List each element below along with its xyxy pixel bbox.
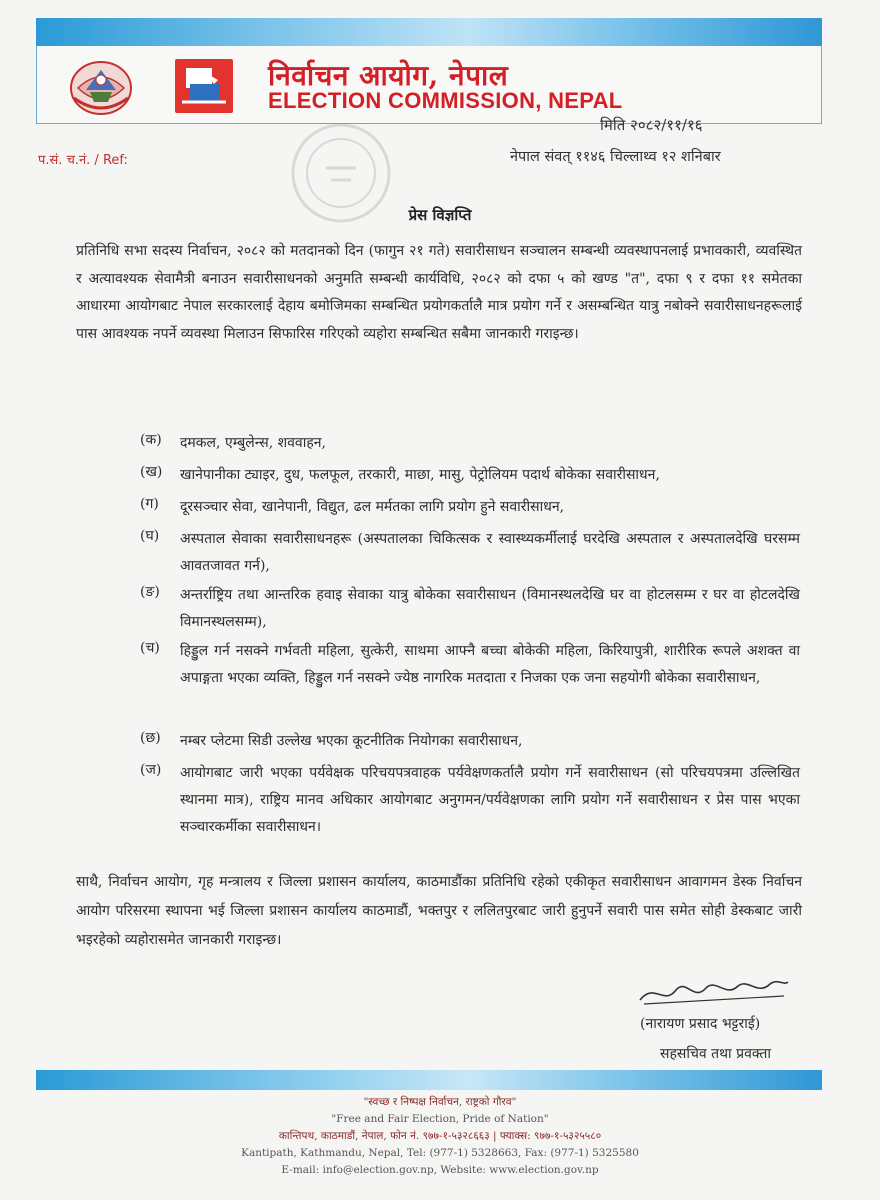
list-item-marker: (ख)	[140, 464, 163, 480]
list-item-marker: (ग)	[140, 496, 159, 512]
list-item-text: आयोगबाट जारी भएका पर्यवेक्षक परिचयपत्रवाहक पर्यवेक्षणकर्तालै प्रयोग गर्ने सवारीसाधन (सो परिचयपत्रमा उल्लिखित स्थानमा मात्र), राष्ट्रिय मानव अधिकार आयोगबाट अनुगमन/पर्यवेक्षणका लागि प्रयोग गर्ने सवारीसाधन र प्रेस पास भएका सञ्चारकर्मीका सवारीसाधन।	[180, 765, 800, 835]
signatory-name: (नारायण प्रसाद भट्टराई)	[640, 1016, 761, 1032]
list-item-text: हिड्डुल गर्न नसक्ने गर्भवती महिला, सुत्केरी, साथमा आफ्नै बच्चा बोकेकी महिला, किरियापुत्री, शारीरिक रूपले अशक्त वा अपाङ्गता भएका व्यक्ति, हिड्डुल गर्न नसक्ने ज्येष्ठ नागरिक मतदाता र निजका एक जना सहयोगी बोकेका सवारीसाधन,	[180, 643, 800, 686]
nepal-emblem-icon	[66, 58, 136, 116]
footer-address-english: Kantipath, Kathmandu, Nepal, Tel: (977-1) 5328663, Fax: (977-1) 5325580	[241, 1147, 639, 1159]
footer-motto-nepali: "स्वच्छ र निष्पक्ष निर्वाचन, राष्ट्रको गौरव"	[363, 1096, 517, 1108]
commission-title-english: ELECTION COMMISSION, NEPAL	[268, 88, 623, 113]
list-item-text: दूरसञ्चार सेवा, खानेपानी, विद्युत, ढल मर्मतका लागि प्रयोग हुने सवारीसाधन,	[180, 499, 565, 515]
footer-contact: E-mail: info@election.gov.np, Website: www.election.gov.np	[281, 1164, 599, 1176]
list-item-marker: (घ)	[140, 528, 160, 544]
intro-paragraph: प्रतिनिधि सभा सदस्य निर्वाचन, २०८२ को मतदानको दिन (फागुन २१ गते) सवारीसाधन सञ्चालन सम्बन्धी व्यवस्थापनलाई प्रभावकारी, व्यवस्थित र अत्यावश्यक सेवामैत्री बनाउन सवारीसाधनको अनुमति सम्बन्धी कार्यविधि, २०८२ को दफा ५ को खण्ड "त", दफा ९ र दफा ११ समेतका आधारमा आयोगबाट नेपाल सरकारलाई देहाय बमोजिमका सम्बन्धित प्रयोगकर्तालै मात्र प्रयोग गर्ने र असम्बन्धित यात्रु नबोक्ने सवारीसाधनहरूलाई पास आवश्यक नपर्ने व्यवस्था मिलाउन सिफारिस गरिएको व्यहोरा सम्बन्धित सबैमा जानकारी गराइन्छ।	[76, 243, 802, 342]
press-release-heading: प्रेस विज्ञप्ति	[408, 206, 472, 224]
letter-date: मिति २०८२/११/१६	[600, 116, 703, 134]
list-item-text: खानेपानीका ट्याइर, दुध, फलफूल, तरकारी, माछा, मासु, पेट्रोलियम पदार्थ बोकेका सवारीसाधन,	[180, 467, 660, 483]
nepal-samvat-date: नेपाल संवत् ११४६ चिल्लाथ्व १२ शनिबार	[510, 149, 721, 165]
list-item-text: नम्बर प्लेटमा सिडी उल्लेख भएका कूटनीतिक नियोगका सवारीसाधन,	[180, 733, 523, 749]
reference-label: प.सं. च.नं. / Ref:	[38, 153, 128, 168]
list-item-marker: (च)	[140, 640, 160, 656]
letterhead-footer	[0, 1094, 880, 1179]
footer-address-nepali: कान्तिपथ, काठमाडौं, नेपाल, फोन नं. ९७७-१-५३२८६६३ | फ्याक्स: ९७७-१-५३२५५८०	[278, 1130, 602, 1142]
list-item-marker: (ङ)	[140, 584, 160, 600]
footer-motto-english: "Free and Fair Election, Pride of Nation"	[331, 1113, 549, 1125]
list-item-text: अन्तर्राष्ट्रिय तथा आन्तरिक हवाइ सेवाका यात्रु बोकेका सवारीसाधन (विमानस्थलदेखि घर वा होटलसम्म र घर वा होटलदेखि विमानस्थलसम्म),	[180, 587, 800, 630]
list-item-marker: (छ)	[140, 730, 161, 746]
election-commission-logo-icon	[174, 58, 234, 114]
handwritten-signature-icon	[634, 972, 794, 1012]
list-item-marker: (ज)	[140, 762, 162, 778]
signatory-title: सहसचिव तथा प्रवक्ता	[660, 1046, 771, 1062]
footer-band	[36, 1070, 822, 1090]
list-item-marker: (क)	[140, 432, 162, 448]
closing-paragraph: साथै, निर्वाचन आयोग, गृह मन्त्रालय र जिल्ला प्रशासन कार्यालय, काठमाडौंका प्रतिनिधि रहेको एकीकृत सवारीसाधन आवागमन डेस्क निर्वाचन आयोग परिसरमा स्थापना भई जिल्ला प्रशासन कार्यालय काठमाडौं, भक्तपुर र ललितपुरबाट जारी हुनुपर्ने सवारी पास समेत सोही डेस्कबाट जारी भइरहेको व्यहोरासमेत जानकारी गराइन्छ।	[76, 874, 802, 948]
list-item-text: दमकल, एम्बुलेन्स, शववाहन,	[180, 435, 326, 451]
list-item-text: अस्पताल सेवाका सवारीसाधनहरू (अस्पतालका चिकित्सक र स्वास्थ्यकर्मीलाई घरदेखि अस्पताल र अस्पतालदेखि घरसम्म आवतजावत गर्न),	[180, 531, 800, 574]
commission-title-nepali: निर्वाचन आयोग, नेपाल	[268, 59, 509, 92]
